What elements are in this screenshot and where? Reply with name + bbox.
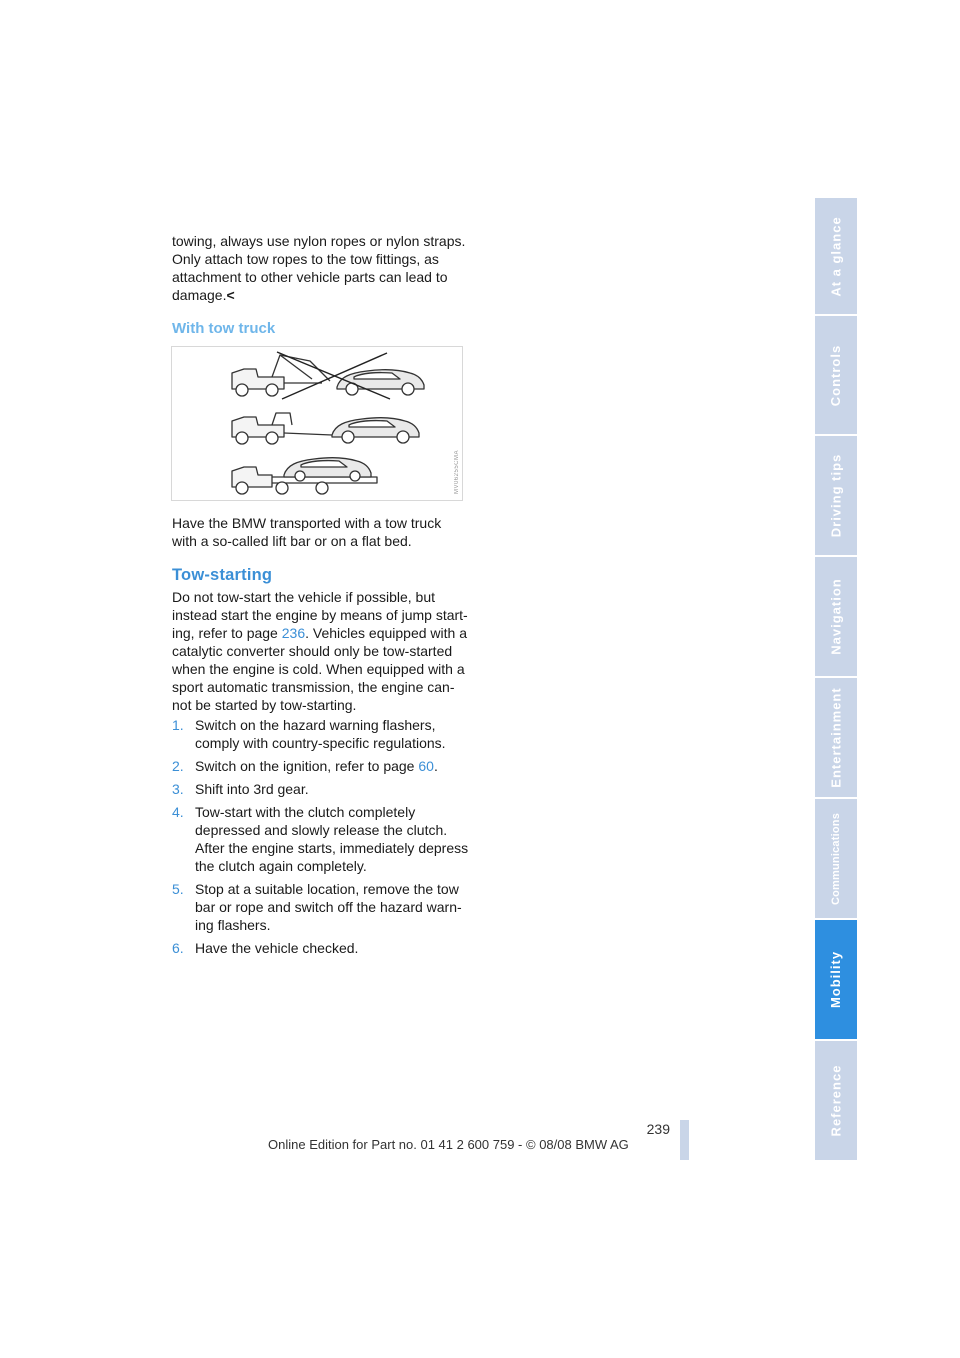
tab-label: Entertainment (828, 687, 844, 788)
tab-label: Communications (830, 812, 842, 905)
tow-starting-paragraph (172, 588, 472, 714)
towed-car-lift-bar (332, 418, 419, 443)
car-on-flatbed (284, 458, 371, 481)
step-text-after: . (433, 758, 438, 774)
step-number: 4. (172, 804, 184, 820)
tow-start-steps (172, 716, 472, 962)
page-link-60[interactable]: 60 (418, 758, 434, 774)
tab-label: At a glance (828, 215, 844, 297)
step-text: Switch on the ignition, refer to page (195, 758, 419, 774)
tab-entertainment[interactable] (815, 678, 857, 797)
step-text: Have the vehicle checked. (195, 940, 359, 956)
figure-code: MV06255CMA (454, 449, 460, 494)
page-link-236[interactable]: 236 (281, 625, 306, 641)
tab-communications[interactable] (815, 799, 857, 918)
page-number: 239 (646, 1121, 670, 1137)
tab-navigation[interactable] (815, 557, 857, 676)
intro-paragraph (172, 232, 468, 304)
footer-text: Online Edition for Part no. 01 41 2 600 759 - © 08/08 BMW AG (268, 1137, 629, 1152)
step-number: 2. (172, 758, 184, 774)
intro-line-4 (172, 286, 468, 304)
section-heading-tow-truck: With tow truck (172, 320, 276, 337)
intro-line-4-text: damage. (172, 287, 227, 303)
step-2 (172, 757, 472, 775)
step-5 (172, 880, 472, 934)
step-4 (172, 803, 472, 875)
tow-truck-drawing (172, 347, 462, 500)
tab-label: Mobility (828, 950, 844, 1009)
intro-line-2: Only attach tow ropes to the tow fittings, as (172, 251, 439, 267)
footer-bar (680, 1120, 689, 1160)
step-text: Shift into 3rd gear. (195, 781, 309, 797)
step-text: Switch on the hazard warning flashers, comply with country-specific regulations. (195, 717, 446, 751)
side-tab-nav (815, 198, 857, 1160)
section-heading-tow-starting: Tow-starting (172, 566, 273, 584)
lift-bar-tow-truck (232, 413, 332, 444)
step-number: 6. (172, 940, 184, 956)
paragraph-text-before: Do not tow-start the vehicle if possible, but instead start the engine by means of jump start-ing, refer to page (172, 589, 468, 641)
end-mark: < (226, 287, 235, 303)
tab-at-a-glance[interactable] (815, 198, 857, 314)
tab-label: Reference (828, 1064, 844, 1137)
tab-label: Navigation (828, 578, 844, 655)
intro-line-1: towing, always use nylon ropes or nylon straps. (172, 233, 466, 249)
intro-line-3: attachment to other vehicle parts can lead to (172, 269, 448, 285)
tab-driving-tips[interactable] (815, 436, 857, 555)
step-3 (172, 780, 472, 798)
tow-truck-caption: Have the BMW transported with a tow truck with a so-called lift bar or on a flat bed. (172, 515, 442, 549)
step-text: Tow-start with the clutch completely depressed and slowly release the clutch. After the engine starts, immediately depress the clutch again completely. (195, 804, 469, 874)
step-number: 5. (172, 881, 184, 897)
tow-truck-illustration (171, 346, 463, 501)
tab-label: Driving tips (828, 453, 844, 538)
tab-label: Controls (828, 344, 844, 406)
crane-tow-truck (232, 355, 330, 396)
tab-reference[interactable] (815, 1041, 857, 1160)
tab-mobility[interactable] (815, 920, 857, 1039)
tab-controls[interactable] (815, 316, 857, 434)
step-1 (172, 716, 472, 752)
step-6 (172, 939, 472, 957)
step-text: Stop at a suitable location, remove the tow bar or rope and switch off the hazard warn-ing flashers. (195, 881, 462, 933)
step-number: 1. (172, 717, 184, 733)
paragraph-text-after: . Vehicles equipped with a catalytic converter should only be tow-started when the engine is cold. When equipped with a sport automatic transmission, the engine can-not be started by tow-starting. (172, 625, 467, 713)
step-number: 3. (172, 781, 184, 797)
